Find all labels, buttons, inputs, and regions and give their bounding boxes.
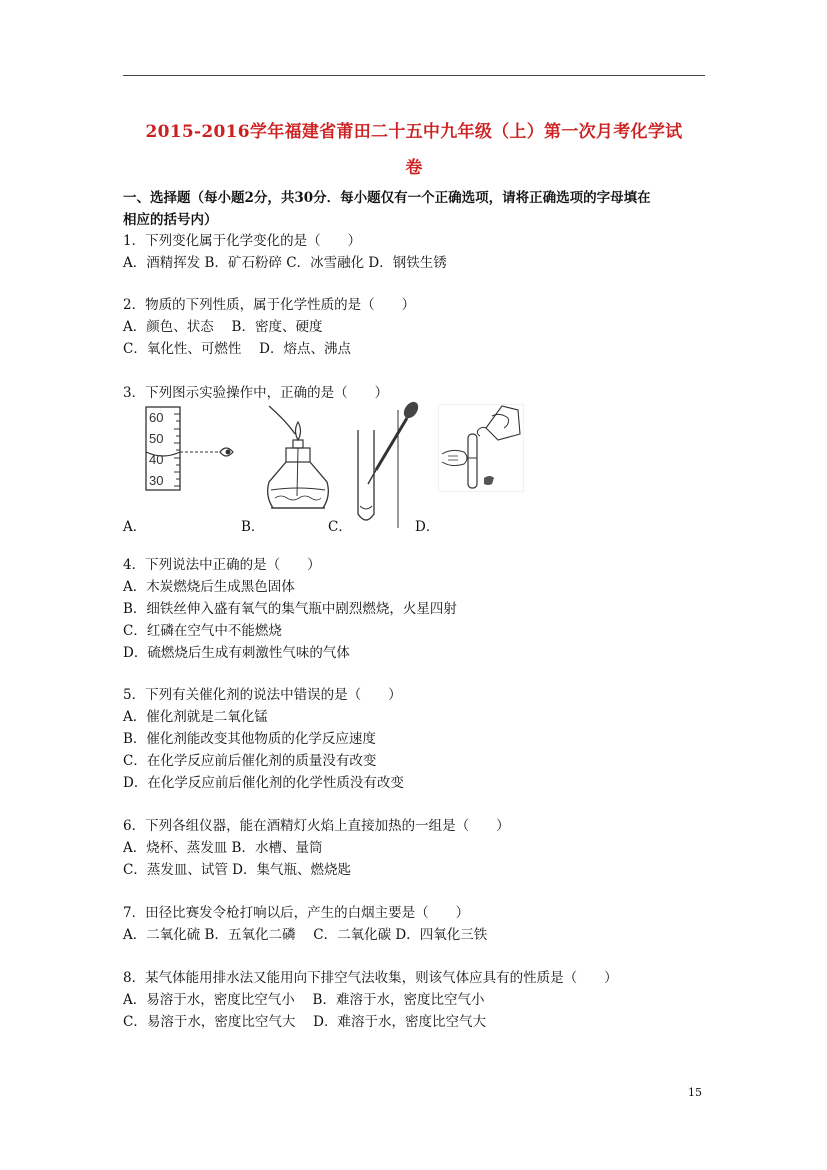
tick-30: 30 <box>149 473 164 488</box>
q4-option-d: D．硫燃烧后生成有刺激性气味的气体 <box>123 645 350 661</box>
section-heading-line1: 一、选择题（每小题2分，共30分．每小题仅有一个正确选项，请将正确选项的字母填在 <box>123 190 651 206</box>
q6-options-ab: A．烧杯、蒸发皿 B．水槽、量筒 <box>123 840 323 856</box>
tick-40: 40 <box>149 452 164 467</box>
q2-options-cd: C．氧化性、可燃性 D．熔点、沸点 <box>123 341 351 357</box>
eye-icon <box>220 448 233 456</box>
q3-label-a: A． <box>123 519 147 535</box>
q5-option-d: D．在化学反应前后催化剂的化学性质没有改变 <box>123 775 404 791</box>
page-number: 15 <box>688 1086 702 1099</box>
tick-60: 60 <box>149 410 164 425</box>
q8-options-cd: C．易溶于水，密度比空气大 D．难溶于水，密度比空气大 <box>123 1014 486 1030</box>
q5-option-a: A．催化剂就是二氧化锰 <box>123 709 268 725</box>
q1-stem: 1．下列变化属于化学变化的是（ ） <box>123 233 362 249</box>
q8-stem: 8．某气体能用排水法又能用向下排空气法收集，则该气体应具有的性质是（ ） <box>123 970 618 986</box>
paper-title-line2: 卷 <box>405 158 423 178</box>
q8-options-ab: A．易溶于水，密度比空气小 B．难溶于水，密度比空气小 <box>123 992 485 1008</box>
section-heading-line2: 相应的括号内） <box>123 212 218 228</box>
paper-title-line1: 2015-2016学年福建省莆田二十五中九年级（上）第一次月考化学试 <box>145 122 683 142</box>
q1-options: A．酒精挥发 B．矿石粉碎 C．冰雪融化 D．钢铁生锈 <box>123 255 447 271</box>
q6-stem: 6．下列各组仪器，能在酒精灯火焰上直接加热的一组是（ ） <box>123 818 510 834</box>
q3-label-d: D． <box>415 519 440 535</box>
figure-b-alcohol-lamp <box>257 404 337 516</box>
header-rule <box>123 75 705 76</box>
q7-options: A．二氧化硫 B．五氧化二磷 C．二氧化碳 D．四氧化三铁 <box>123 927 488 943</box>
q4-option-a: A．木炭燃烧后生成黑色固体 <box>123 579 295 595</box>
q5-stem: 5．下列有关催化剂的说法中错误的是（ ） <box>123 687 402 703</box>
q3-label-b: B． <box>241 519 265 535</box>
tick-50: 50 <box>149 431 164 446</box>
q3-label-c: C． <box>328 519 352 535</box>
q5-option-c: C．在化学反应前后催化剂的质量没有改变 <box>123 753 377 769</box>
q7-stem: 7．田径比赛发令枪打响以后，产生的白烟主要是（ ） <box>123 905 470 921</box>
q4-stem: 4．下列说法中正确的是（ ） <box>123 557 321 573</box>
q2-stem: 2．物质的下列性质，属于化学性质的是（ ） <box>123 297 416 313</box>
q6-options-cd: C．蒸发皿、试管 D．集气瓶、燃烧匙 <box>123 862 351 878</box>
figure-c-dropper-test-tube <box>348 400 428 528</box>
q5-option-b: B．催化剂能改变其他物质的化学反应速度 <box>123 731 376 747</box>
q3-stem: 3．下列图示实验操作中，正确的是（ ） <box>123 385 389 401</box>
q4-option-b: B．细铁丝伸入盛有氧气的集气瓶中剧烈燃烧，火星四射 <box>123 601 457 617</box>
figure-d-pouring-liquid <box>438 404 524 492</box>
figure-a-cylinder-reading <box>140 404 240 492</box>
q4-option-c: C．红磷在空气中不能燃烧 <box>123 623 282 639</box>
q2-options-ab: A．颜色、状态 B．密度、硬度 <box>123 319 323 335</box>
